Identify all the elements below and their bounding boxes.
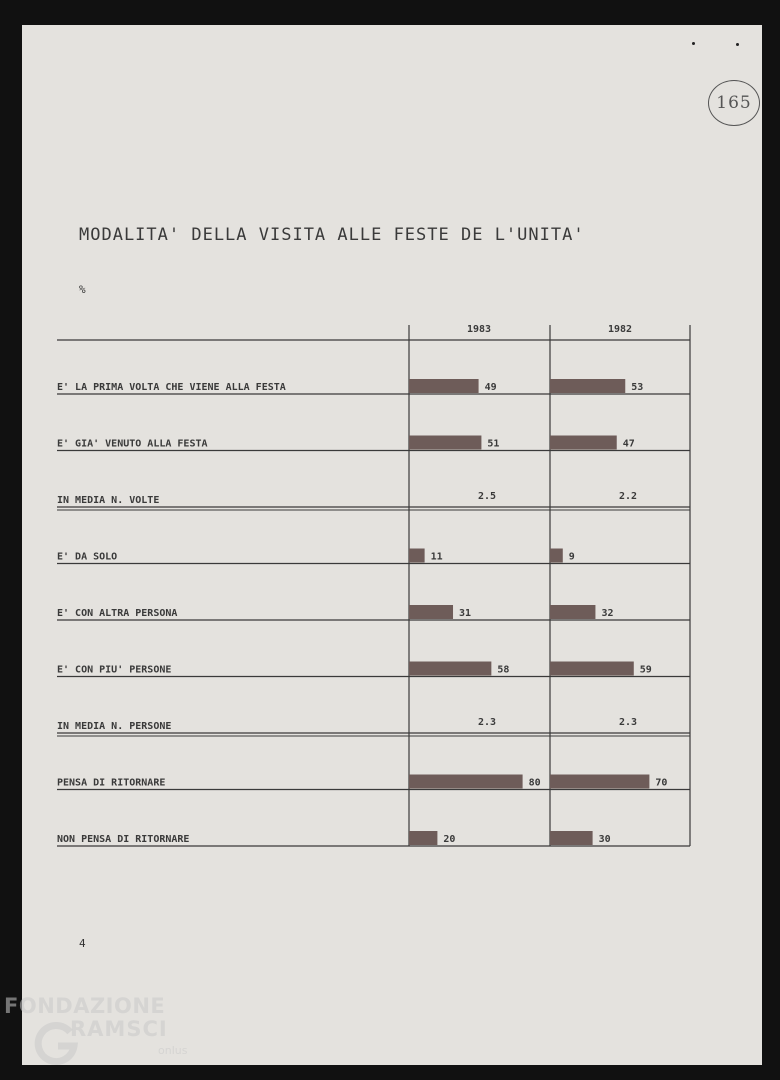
unit-label: %: [79, 283, 86, 296]
data-label: 2.3: [477, 717, 497, 728]
row-label: NON PENSA DI RITORNARE: [57, 834, 190, 845]
fondazione-gramsci-logo: [4, 994, 204, 1074]
page-number: 4: [79, 937, 86, 950]
row-label: E' DA SOLO: [57, 551, 118, 563]
logo-text-onlus: onlus: [158, 1044, 188, 1057]
bar-1983: [409, 436, 481, 450]
data-label: 80: [528, 777, 541, 789]
data-label: 70: [655, 777, 668, 789]
bar-1983: [409, 662, 491, 676]
row-label: PENSA DI RITORNARE: [57, 777, 166, 789]
bar-1983: [409, 379, 479, 393]
bar-1983: [409, 549, 425, 563]
data-label: 2.2: [618, 491, 638, 502]
data-label: 32: [601, 608, 614, 619]
bar-1982: [550, 379, 625, 393]
data-label: 53: [631, 382, 644, 393]
data-label: 11: [430, 551, 443, 563]
bar-1983: [409, 605, 453, 619]
row-label: IN MEDIA N. PERSONE: [57, 721, 172, 732]
bar-1982: [550, 775, 649, 789]
row-label: E' GIA' VENUTO ALLA FESTA: [57, 438, 208, 450]
data-label: 51: [487, 438, 500, 450]
logo-text-gramsci: RAMSCI: [70, 1017, 168, 1041]
bar-1983: [409, 831, 437, 845]
data-label: 47: [622, 438, 635, 450]
data-label: 30: [598, 834, 611, 845]
data-label: 31: [459, 608, 472, 619]
data-label: 2.3: [618, 717, 638, 728]
page-title: MODALITA' DELLA VISITA ALLE FESTE DE L'UNITA': [79, 225, 585, 245]
column-header-1982: 1982: [607, 324, 633, 335]
bar-1982: [550, 436, 617, 450]
data-label: 2.5: [477, 491, 497, 502]
data-label: 59: [639, 664, 652, 676]
data-label: 58: [497, 664, 510, 676]
row-label: E' LA PRIMA VOLTA CHE VIENE ALLA FESTA: [57, 382, 286, 393]
data-label: 20: [443, 834, 456, 845]
row-label: E' CON PIU' PERSONE: [57, 664, 172, 676]
column-header-1983: 1983: [466, 324, 492, 335]
row-label: E' CON ALTRA PERSONA: [57, 608, 178, 619]
bar-1982: [550, 605, 595, 619]
logo-text-fondazione: FONDAZIONE: [4, 994, 166, 1018]
bar-1982: [550, 549, 563, 563]
row-label: IN MEDIA N. VOLTE: [57, 495, 160, 506]
bar-1983: [409, 775, 523, 789]
data-label: 9: [568, 551, 575, 563]
bar-1982: [550, 831, 593, 845]
data-label: 49: [484, 382, 497, 393]
handwritten-page-number: 165: [708, 80, 760, 126]
bar-1982: [550, 662, 634, 676]
